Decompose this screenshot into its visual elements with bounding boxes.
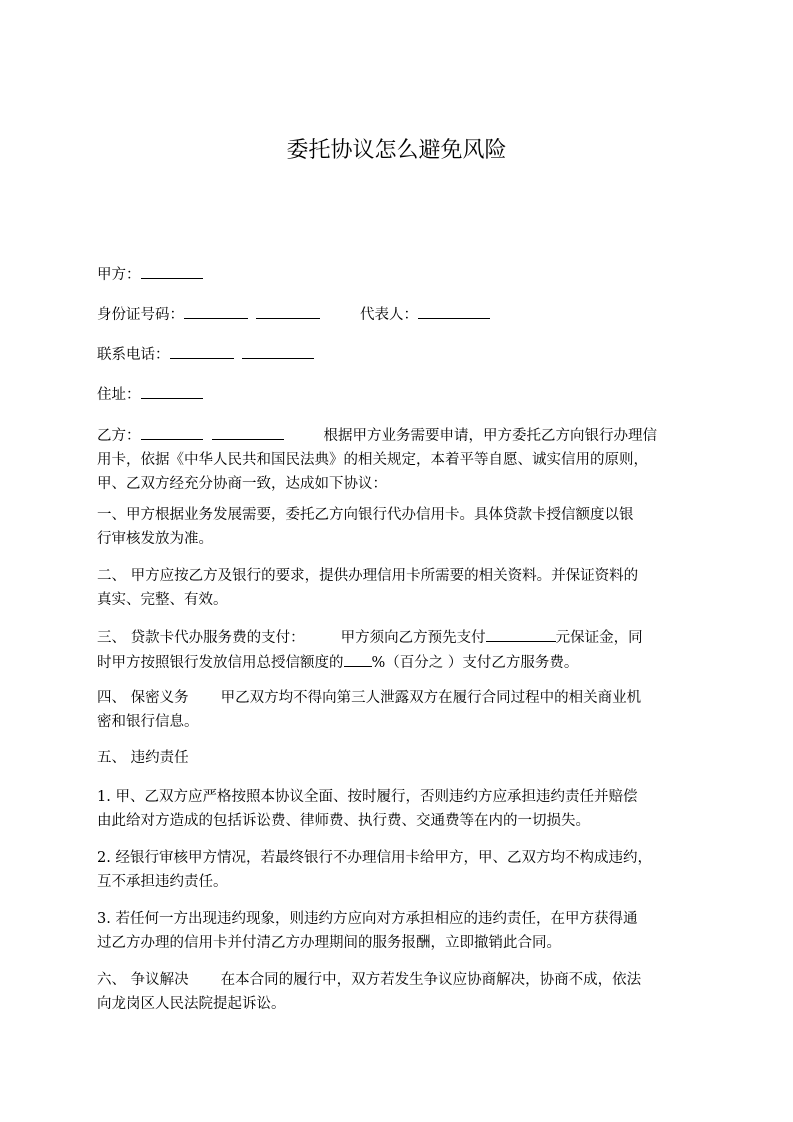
clause-1-line-1: 一、甲方根据业务发展需要，委托乙方向银行代办信用卡。具体贷款卡授信额度以银 bbox=[97, 507, 634, 523]
clause-4-heading: 四、 保密义务 bbox=[97, 690, 189, 706]
clause-5-item-3-line-2: 过乙方办理的信用卡并付清乙方办理期间的服务报酬，立即撤销此合同。 bbox=[97, 935, 561, 951]
address-line bbox=[97, 382, 700, 407]
clause-3-heading: 三、 贷款卡代办服务费的支付： bbox=[97, 630, 305, 646]
party-b-intro-2: 用卡，依据《中华人民共和国民法典》的相关规定，本着平等自愿、诚实信用的原则， bbox=[97, 452, 648, 468]
address-label: 住址： bbox=[97, 387, 141, 403]
clause-3-line-2 bbox=[97, 650, 700, 675]
representative-blank bbox=[418, 302, 490, 319]
clause-6-line-1 bbox=[97, 968, 700, 992]
phone-label: 联系电话： bbox=[97, 347, 170, 363]
id-blank-1 bbox=[184, 302, 248, 319]
party-a-line bbox=[97, 262, 700, 287]
clause-1-line-2: 行审核发放为准。 bbox=[97, 531, 213, 547]
clause-5-item-1 bbox=[97, 785, 700, 833]
clause-4 bbox=[97, 686, 700, 734]
clause-4-body: 甲乙双方均不得向第三人泄露双方在履行合同过程中的相关商业机 bbox=[220, 690, 642, 706]
clause-2-line-2: 真实、完整、有效。 bbox=[97, 592, 228, 608]
clause-6-heading: 六、 争议解决 bbox=[97, 972, 189, 988]
clause-2-line-1: 二、 甲方应按乙方及银行的要求，提供办理信用卡所需要的相关资料。并保证资料的 bbox=[97, 568, 639, 584]
party-b-intro-1: 根据甲方业务需要申请，甲方委托乙方向银行办理信 bbox=[323, 428, 657, 444]
clause-5-item-2-line-2: 互不承担违约责任。 bbox=[97, 874, 228, 890]
clause-5-item-3-line-1: 3. 若任何一方出现违约现象，则违约方应向对方承担相应的违约责任，在甲方获得通 bbox=[97, 911, 638, 927]
clause-6 bbox=[97, 968, 700, 1016]
representative-label: 代表人： bbox=[360, 307, 418, 323]
address-blank bbox=[141, 382, 203, 399]
party-b-blank-2 bbox=[212, 423, 284, 440]
clause-5-item-3 bbox=[97, 907, 700, 955]
clause-5-item-2 bbox=[97, 846, 700, 894]
clause-1 bbox=[97, 503, 700, 551]
clause-3-fee-unit: %（百分之 ）支付乙方服务费。 bbox=[371, 655, 579, 671]
party-a-blank bbox=[141, 262, 203, 279]
phone-line bbox=[97, 342, 700, 367]
party-a-label: 甲方： bbox=[97, 267, 141, 283]
clause-2 bbox=[97, 564, 700, 612]
id-line bbox=[97, 302, 700, 327]
clause-5-item-1-line-2: 由此给对方造成的包括诉讼费、律师费、执行费、交通费等在内的一切损失。 bbox=[97, 813, 590, 829]
clause-3-fee-text: 时甲方按照银行发放信用总授信额度的 bbox=[97, 655, 344, 671]
clause-4-line-2: 密和银行信息。 bbox=[97, 714, 199, 730]
id-label: 身份证号码： bbox=[97, 307, 184, 323]
party-b-paragraph bbox=[97, 423, 700, 496]
clause-5-item-2-line-1: 2. 经银行审核甲方情况，若最终银行不办理信用卡给甲方，甲、乙双方均不构成违约， bbox=[97, 850, 652, 866]
party-b-line-1 bbox=[97, 423, 700, 448]
clause-3-line-1 bbox=[97, 625, 700, 650]
clause-4-line-1 bbox=[97, 686, 700, 710]
phone-blank-2 bbox=[242, 342, 314, 359]
clause-5-heading: 五、 违约责任 bbox=[97, 750, 189, 766]
phone-blank-1 bbox=[170, 342, 234, 359]
clause-3-deposit-unit: 元保证金，同 bbox=[555, 630, 643, 646]
deposit-amount-blank bbox=[486, 625, 556, 642]
clause-3-deposit-text: 甲方须向乙方预先支付 bbox=[340, 630, 486, 646]
party-b-intro-3: 甲、乙双方经充分协商一致，达成如下协议： bbox=[97, 476, 387, 492]
clause-6-line-2: 向龙岗区人民法院提起诉讼。 bbox=[97, 996, 286, 1012]
clause-3 bbox=[97, 625, 700, 675]
clause-6-body: 在本合同的履行中，双方若发生争议应协商解决，协商不成，依法 bbox=[220, 972, 642, 988]
clause-5-item-1-line-1: 1. 甲、乙双方应严格按照本协议全面、按时履行，否则违约方应承担违约责任并赔偿 bbox=[97, 789, 638, 805]
party-b-label: 乙方： bbox=[97, 428, 141, 444]
id-blank-2 bbox=[256, 302, 320, 319]
document-title: 委托协议怎么避免风险 bbox=[286, 138, 507, 163]
fee-percent-blank bbox=[344, 650, 372, 667]
party-b-blank-1 bbox=[141, 423, 203, 440]
